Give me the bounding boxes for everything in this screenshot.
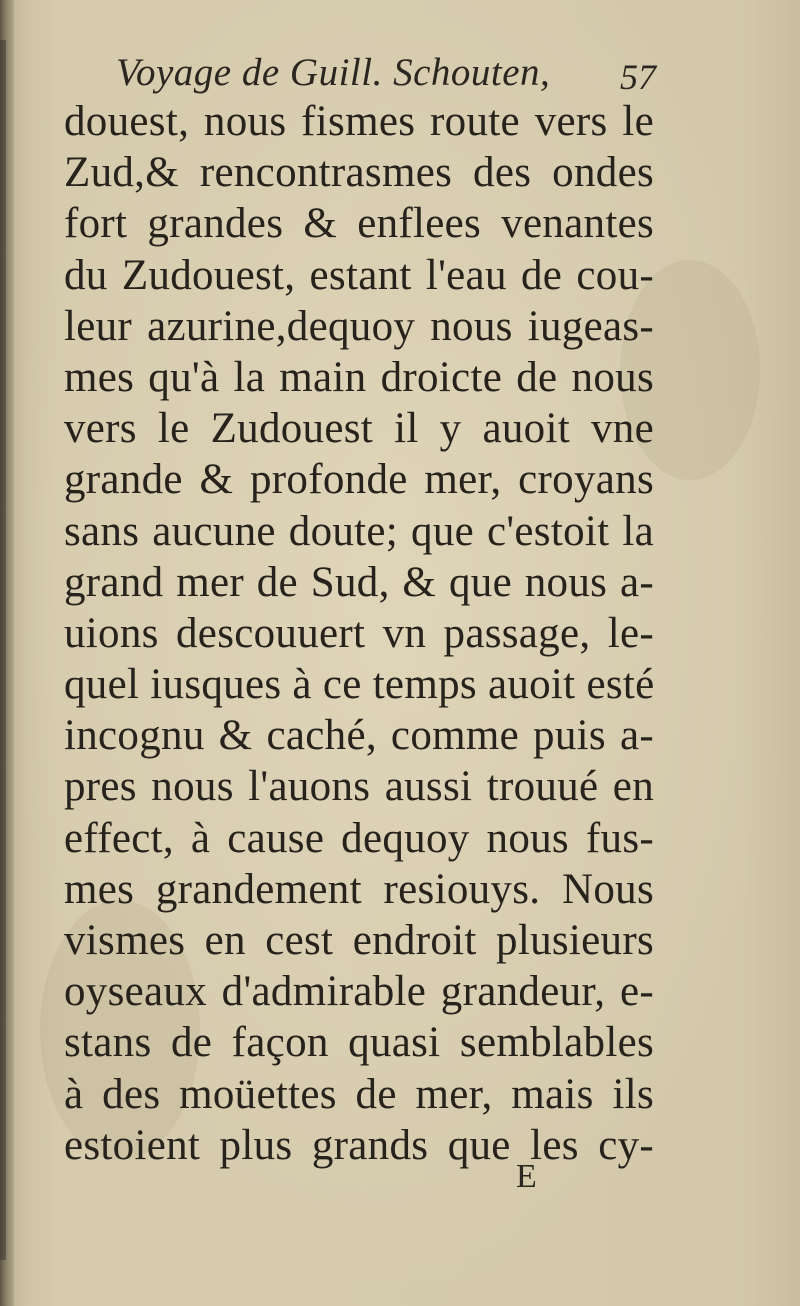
- text-line: pres nous l'auons aussi trouué en: [64, 763, 654, 811]
- body-text: [64, 96, 654, 1171]
- text-line: à des moüettes de mer, mais ils: [64, 1070, 654, 1118]
- text-line: sans aucune doute; que c'estoit la: [64, 507, 654, 555]
- catchword: E: [516, 1158, 537, 1195]
- binding-shadow: [0, 40, 6, 1260]
- text-line: incognu & caché, comme puis a-: [64, 712, 654, 760]
- text-line: vismes en cest endroit plusieurs: [64, 917, 654, 964]
- text-line: mes qu'à la main droicte de nous: [64, 353, 654, 401]
- text-line: mes grandement resiouys. Nous: [64, 865, 654, 913]
- text-line: fort grandes & enflees venantes: [64, 200, 654, 248]
- text-line: uions descouuert vn passage, le-: [64, 609, 654, 657]
- text-line: stans de façon quasi semblables: [64, 1019, 654, 1067]
- text-line: douest, nous fismes route vers le: [64, 98, 654, 145]
- text-line: leur azurine,dequoy nous iugeas-: [64, 302, 654, 350]
- text-line: vers le Zudouest il y auoit vne: [64, 405, 654, 453]
- text-line: oyseaux d'admirable grandeur, e-: [64, 968, 654, 1016]
- page-number: 57: [620, 57, 656, 97]
- text-line: Zud,& rencontrasmes des ondes: [64, 149, 654, 197]
- page-header: [116, 50, 656, 100]
- text-line: du Zudouest, estant l'eau de cou-: [64, 251, 654, 299]
- running-title: Voyage de Guill. Schouten,: [116, 51, 551, 94]
- text-line: estoient plus grands que les cy-: [64, 1121, 654, 1169]
- text-line: quel iusques à ce temps auoit esté: [64, 661, 655, 709]
- text-line: grand mer de Sud, & que nous a-: [64, 558, 654, 606]
- text-line: grande & profonde mer, croyans: [64, 456, 654, 504]
- text-line: effect, à cause dequoy nous fus-: [64, 814, 654, 862]
